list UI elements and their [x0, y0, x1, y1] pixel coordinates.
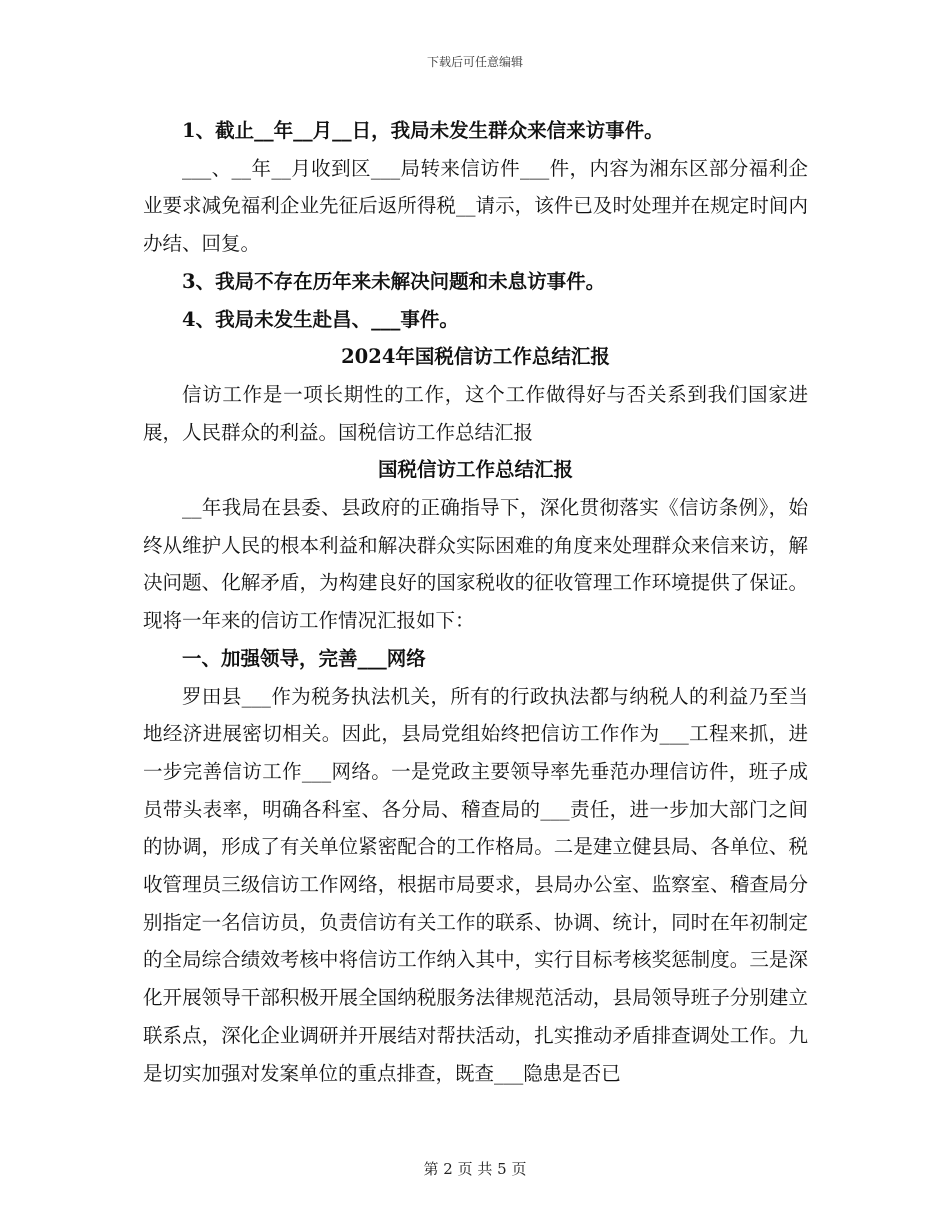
item-4-paragraph: 4、我局未发生赴昌、___事件。: [182, 307, 459, 331]
page-header: 下载后可任意编辑: [426, 55, 523, 69]
item-1-paragraph: 1、截止__年__月__日，我局未发生群众来信来访事件。: [182, 119, 664, 142]
subsection-heading: 一、加强领导，完善___网络: [182, 646, 426, 670]
intro-paragraph: 信访工作是一项长期性的工作，这个工作做得好与否关系到我们国家进展，人民群众的利益。国税信访工作总结汇报: [143, 382, 808, 444]
summary-paragraph: __年我局在县委、县政府的正确指导下，深化贯彻落实《信访条例》，始终从维护人民的根本利益和解决群众实际困难的角度来处理群众来信来访，解决问题、化解矛盾，为构建良好的国家税收的征收管理工作环境提供了保证。现将一年来的信访工作情况汇报如下：: [143, 496, 808, 633]
body-paragraph: 罗田县___作为税务执法机关，所有的行政执法都与纳税人的利益乃至当地经济进展密切相关。因此，县局党组始终把信访工作作为___工程来抓，进一步完善信访工作___网络。一是党政主要领导率先垂范办理信访件，班子成员带头表率，明确各科室、各分局、稽查局的___责任，进一步加大部门之间的协调，形成了有关单位紧密配合的工作格局。二是建立健县局、各单位、税收管理员三级信访工作网络，根据市局要求，县局办公室、监察室、稽查局分别指定一名信访员，负责信访有关工作的联系、协调、统计，同时在年初制定的全局综合绩效考核中将信访工作纳入其中，实行目标考核奖惩制度。三是深化开展领导干部积极开展全国纳税服务法律规范活动，县局领导班子分别建立联系点，深化企业调研并开展结对帮扶活动，扎实推动矛盾排查调处工作。九是切实加强对发案单位的重点排查，既查___隐患是否已: [143, 684, 808, 1085]
item-2-paragraph: ___、__年__月收到区___局转来信访件___件，内容为湘东区部分福利企业要求减免福利企业先征后返所得税__请示，该件已及时处理并在规定时间内办结、回复。: [143, 156, 808, 256]
page-footer: 第 2 页 共 5 页: [423, 1160, 527, 1178]
section-title: 2024年国税信访工作总结汇报: [341, 345, 610, 369]
document-body: [143, 112, 808, 1092]
report-title: 国税信访工作总结汇报: [377, 458, 573, 482]
item-3-paragraph: 3、我局不存在历年来未解决问题和未息访事件。: [182, 269, 606, 293]
